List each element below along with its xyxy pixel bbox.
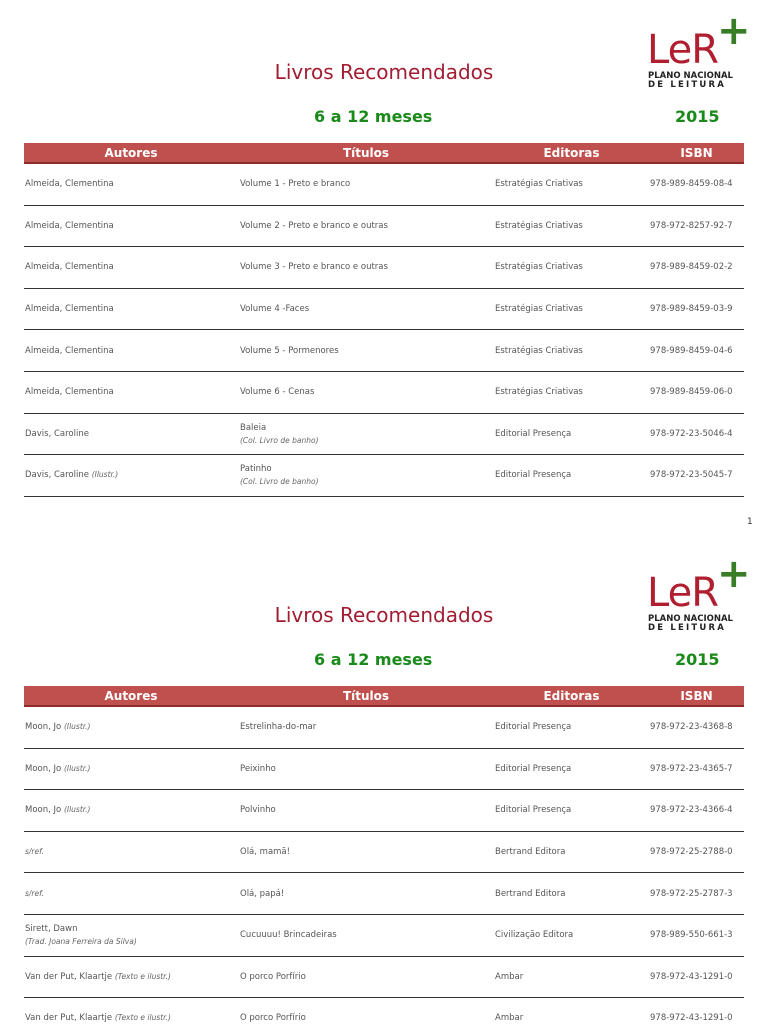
table-row — [24, 206, 744, 248]
author-note: (Ilustr.) — [91, 470, 119, 480]
cell-publisher: Ambar — [495, 971, 524, 982]
cell-publisher: Bertrand Editora — [495, 847, 566, 858]
cell-title — [240, 889, 495, 899]
author-name: Almeida, Clementina — [25, 345, 114, 356]
cell-publisher: Estratégias Criativas — [495, 345, 583, 356]
cell-publisher: Editorial Presença — [495, 805, 572, 816]
author-name: Almeida, Clementina — [25, 387, 114, 398]
cell-title — [240, 847, 495, 857]
document-page-2 — [0, 543, 768, 1024]
page-title: Livros Recomendados — [274, 60, 494, 84]
header-authors: Autores — [104, 146, 158, 160]
cell-isbn: 978-972-23-4365-7 — [650, 763, 733, 774]
cell-title — [240, 764, 495, 774]
table-row — [24, 707, 744, 749]
logo-plus-icon: + — [717, 551, 751, 597]
logo-line2: DE LEITURA — [648, 623, 727, 633]
header-titles: Títulos — [342, 689, 390, 703]
cell-publisher: Civilização Editora — [495, 930, 574, 941]
author-name: Davis, Caroline — [25, 428, 89, 439]
cell-isbn: 978-972-43-1291-0 — [650, 1013, 733, 1024]
cell-isbn: 978-989-8459-06-0 — [650, 387, 733, 398]
book-title: Cucuuuu! Brincadeiras — [240, 930, 337, 941]
title-note: (Col. Livro de banho) — [240, 477, 319, 487]
book-title: O porco Porfírio — [240, 1013, 306, 1024]
cell-isbn: 978-972-23-5046-4 — [650, 428, 733, 439]
author-name: Sirett, Dawn — [25, 924, 78, 935]
table-row — [24, 957, 744, 999]
page-title: Livros Recomendados — [274, 603, 494, 627]
author-note: (Ilustr.) — [63, 805, 91, 815]
book-title: Olá, papá! — [240, 888, 285, 899]
cell-isbn: 978-989-8459-08-4 — [650, 179, 733, 190]
author-note: s/ref. — [25, 847, 45, 857]
cell-author — [24, 889, 240, 899]
cell-isbn: 978-989-550-661-3 — [650, 930, 733, 941]
author-name: Van der Put, Klaartje — [25, 971, 113, 982]
logo-plus-icon: + — [717, 8, 751, 54]
cell-author — [24, 764, 240, 774]
book-title: Volume 4 -Faces — [240, 304, 310, 315]
header-publishers: Editoras — [543, 689, 600, 703]
book-title: Olá, mamã! — [240, 847, 291, 858]
cell-publisher: Estratégias Criativas — [495, 387, 583, 398]
author-name: Almeida, Clementina — [25, 262, 114, 273]
cell-publisher: Bertrand Editora — [495, 888, 566, 899]
cell-author — [24, 221, 240, 231]
cell-title — [240, 1013, 495, 1023]
cell-title — [240, 464, 495, 486]
cell-publisher: Estratégias Criativas — [495, 179, 583, 190]
book-title: Volume 6 - Cenas — [240, 387, 315, 398]
cell-publisher: Editorial Presença — [495, 470, 572, 481]
age-range: 6 a 12 meses — [314, 107, 433, 126]
book-title: Polvinho — [240, 805, 276, 816]
cell-author — [24, 805, 240, 815]
table-body — [24, 164, 744, 497]
cell-publisher: Estratégias Criativas — [495, 262, 583, 273]
cell-isbn: 978-972-23-4366-4 — [650, 805, 733, 816]
author-note: (Texto e ilustr.) — [114, 971, 171, 981]
header-titles: Títulos — [342, 146, 390, 160]
page-number: 1 — [747, 517, 753, 527]
cell-publisher: Editorial Presença — [495, 722, 572, 733]
cell-title — [240, 221, 495, 231]
book-title: Estrelinha-do-mar — [240, 722, 317, 733]
author-name: Moon, Jo — [25, 805, 62, 816]
cell-author — [24, 924, 240, 946]
cell-title — [240, 722, 495, 732]
cell-publisher: Estratégias Criativas — [495, 220, 583, 231]
author-note: (Ilustr.) — [63, 722, 91, 732]
table-row — [24, 330, 744, 372]
author-note: (Texto e ilustr.) — [114, 1013, 171, 1023]
author-name: Moon, Jo — [25, 763, 62, 774]
book-title: Baleia — [240, 422, 267, 433]
cell-author — [24, 972, 240, 982]
table-row — [24, 455, 744, 497]
author-name: Almeida, Clementina — [25, 304, 114, 315]
table-row — [24, 247, 744, 289]
author-name: Almeida, Clementina — [25, 179, 114, 190]
cell-publisher: Editorial Presença — [495, 428, 572, 439]
logo-line2: DE LEITURA — [648, 80, 727, 90]
age-range: 6 a 12 meses — [314, 650, 433, 669]
book-title: Volume 3 - Preto e branco e outras — [240, 262, 388, 273]
table-row — [24, 414, 744, 456]
table-header — [24, 686, 744, 707]
cell-title — [240, 805, 495, 815]
author-note: (Trad. Joana Ferreira da Silva) — [25, 937, 137, 947]
table-row — [24, 164, 744, 206]
cell-isbn: 978-989-8459-03-9 — [650, 304, 733, 315]
cell-title — [240, 423, 495, 445]
table-row — [24, 289, 744, 331]
table-row — [24, 749, 744, 791]
author-name: Almeida, Clementina — [25, 220, 114, 231]
cell-publisher: Editorial Presença — [495, 763, 572, 774]
year: 2015 — [675, 107, 720, 126]
logo-line1: PLANO NACIONAL — [648, 614, 733, 624]
books-table — [24, 143, 744, 497]
cell-isbn: 978-989-8459-04-6 — [650, 345, 733, 356]
cell-isbn: 978-972-25-2787-3 — [650, 888, 733, 899]
table-row — [24, 790, 744, 832]
cell-title — [240, 262, 495, 272]
header-publishers: Editoras — [543, 146, 600, 160]
author-name: Moon, Jo — [25, 722, 62, 733]
cell-publisher: Estratégias Criativas — [495, 304, 583, 315]
header-isbn: ISBN — [680, 146, 713, 160]
cell-author — [24, 179, 240, 189]
cell-author — [24, 387, 240, 397]
author-name: Davis, Caroline — [25, 470, 89, 481]
table-header — [24, 143, 744, 164]
cell-isbn: 978-972-23-4368-8 — [650, 722, 733, 733]
cell-isbn: 978-972-25-2788-0 — [650, 847, 733, 858]
year: 2015 — [675, 650, 720, 669]
table-row — [24, 915, 744, 957]
cell-title — [240, 179, 495, 189]
author-note: (Ilustr.) — [63, 763, 91, 773]
cell-author — [24, 262, 240, 272]
cell-isbn: 978-972-23-5045-7 — [650, 470, 733, 481]
book-title: Volume 1 - Preto e branco — [240, 179, 351, 190]
cell-isbn: 978-989-8459-02-2 — [650, 262, 733, 273]
author-name: Van der Put, Klaartje — [25, 1013, 113, 1024]
cell-author — [24, 346, 240, 356]
table-row — [24, 873, 744, 915]
cell-author — [24, 304, 240, 314]
book-title: Volume 5 - Pormenores — [240, 345, 339, 356]
cell-title — [240, 972, 495, 982]
cell-title — [240, 346, 495, 356]
cell-title — [240, 387, 495, 397]
cell-author — [24, 429, 240, 439]
table-row — [24, 832, 744, 874]
book-title: Volume 2 - Preto e branco e outras — [240, 220, 388, 231]
table-row — [24, 372, 744, 414]
table-body — [24, 707, 744, 1024]
cell-title — [240, 304, 495, 314]
table-row — [24, 998, 744, 1024]
cell-isbn: 978-972-8257-92-7 — [650, 220, 733, 231]
cell-author — [24, 1013, 240, 1023]
book-title: O porco Porfírio — [240, 971, 306, 982]
cell-publisher: Ambar — [495, 1013, 524, 1024]
logo-line1: PLANO NACIONAL — [648, 71, 733, 81]
cell-isbn: 978-972-43-1291-0 — [650, 971, 733, 982]
cell-author — [24, 847, 240, 857]
cell-author — [24, 722, 240, 732]
author-note: s/ref. — [25, 888, 45, 898]
books-table — [24, 686, 744, 1024]
book-title: Peixinho — [240, 763, 276, 774]
logo-word: LeR — [647, 570, 718, 616]
header-authors: Autores — [104, 689, 158, 703]
logo-word: LeR — [647, 27, 718, 73]
cell-author — [24, 470, 240, 480]
header-isbn: ISBN — [680, 689, 713, 703]
book-title: Patinho — [240, 464, 272, 475]
cell-title — [240, 930, 495, 940]
title-note: (Col. Livro de banho) — [240, 435, 319, 445]
